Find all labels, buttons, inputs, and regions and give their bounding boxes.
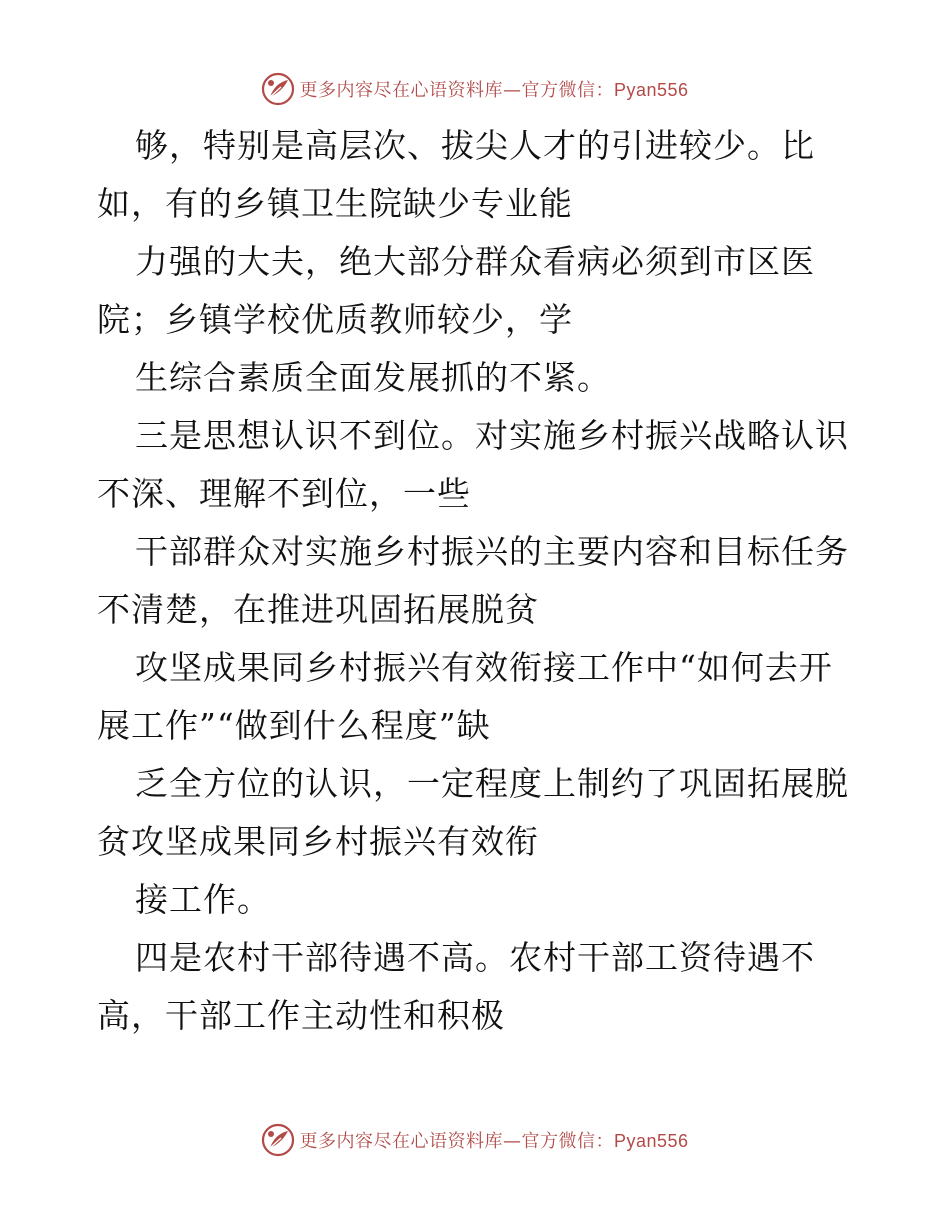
- feather-pen-logo-icon: [261, 72, 295, 106]
- footer-watermark: [0, 1122, 950, 1158]
- body-line: 如，有的乡镇卫生院缺少专业能: [97, 184, 573, 223]
- feather-pen-logo-icon: [261, 1123, 295, 1157]
- body-line: 高，干部工作主动性和积极: [97, 996, 505, 1035]
- body-line: 攻坚成果同乡村振兴有效衔接工作中“如何去开: [135, 648, 833, 687]
- body-line: 四是农村干部待遇不高。农村干部工资待遇不: [135, 938, 815, 977]
- body-line: 力强的大夫，绝大部分群众看病必须到市区医: [135, 242, 815, 281]
- body-line: 乏全方位的认识，一定程度上制约了巩固拓展脱: [135, 764, 849, 803]
- body-line: 接工作。: [135, 880, 271, 919]
- watermark-text: 更多内容尽在心语资料库—官方微信：Pyan556: [299, 1131, 689, 1152]
- body-line: 不深、理解不到位，一些: [97, 474, 471, 513]
- body-line: 够，特别是高层次、拔尖人才的引进较少。比: [135, 126, 815, 165]
- body-line: 不清楚，在推进巩固拓展脱贫: [97, 590, 539, 629]
- body-line: 三是思想认识不到位。对实施乡村振兴战略认识: [135, 416, 849, 455]
- body-line: 生综合素质全面发展抓的不紧。: [135, 358, 611, 397]
- body-line: 院；乡镇学校优质教师较少，学: [97, 300, 573, 339]
- body-line: 干部群众对实施乡村振兴的主要内容和目标任务: [135, 532, 849, 571]
- header-watermark: [0, 71, 950, 107]
- body-line: 展工作”“做到什么程度”缺: [97, 706, 491, 745]
- body-line: 贫攻坚成果同乡村振兴有效衔: [97, 822, 539, 861]
- watermark-text: 更多内容尽在心语资料库—官方微信：Pyan556: [299, 80, 689, 101]
